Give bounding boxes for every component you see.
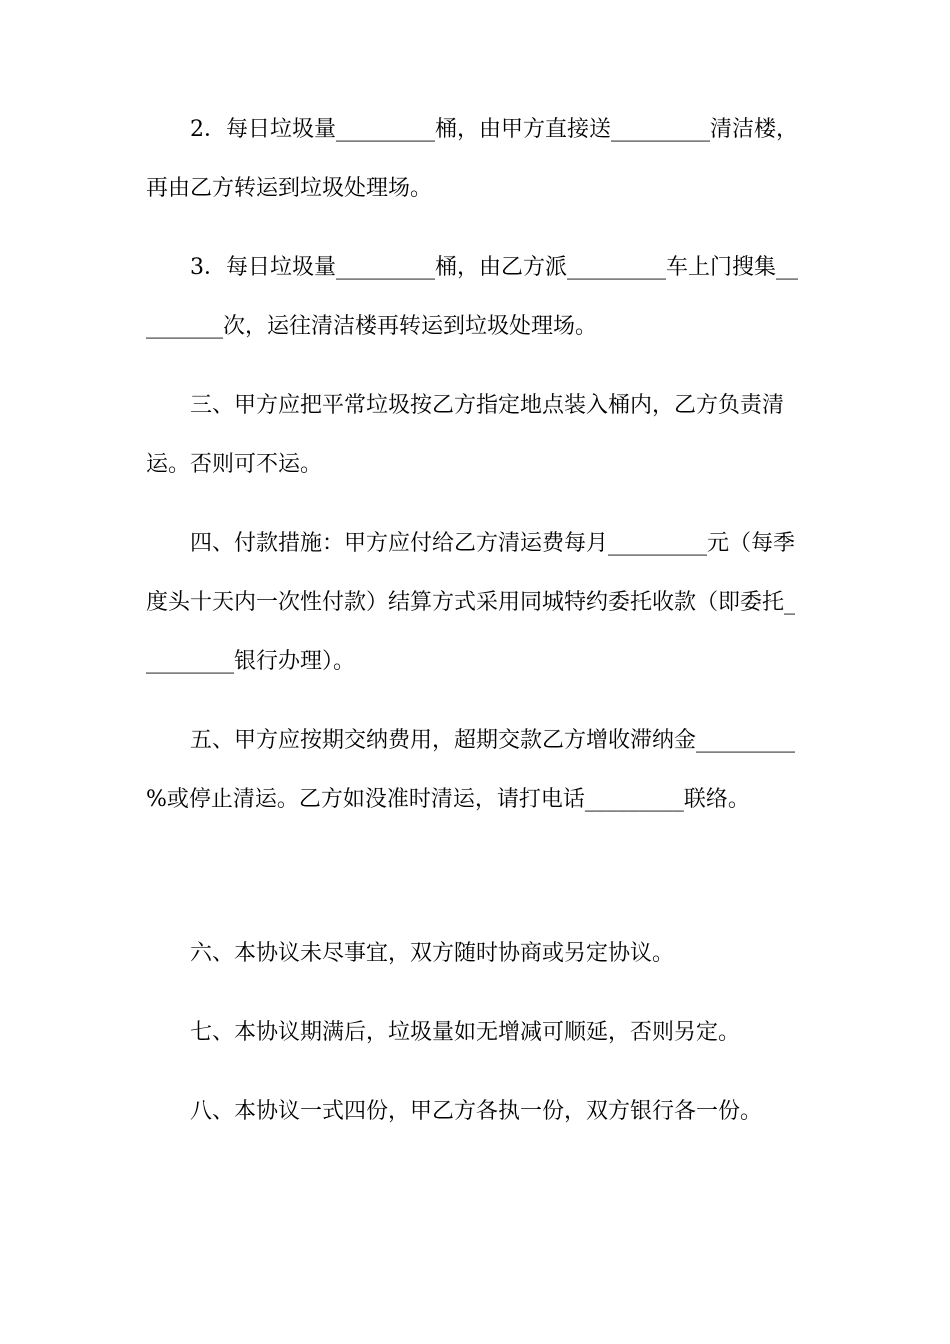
clause-3-line-1: 3．每日垃圾量_________桶，由乙方派_________车上门搜集__ <box>190 255 798 280</box>
clause-three-line-1: 三、甲方应把平常垃圾按乙方指定地点装入桶内，乙方负责清 <box>190 393 785 418</box>
clause-2-line-2: 再由乙方转运到垃圾处理场。 <box>146 176 433 201</box>
clause-five-line-1: 五、甲方应按期交纳费用，超期交款乙方增收滞纳金_________ <box>190 728 796 753</box>
clause-three-line-2: 运。否则可不运。 <box>146 452 323 477</box>
clause-four-line-3: ________银行办理）。 <box>146 649 356 674</box>
clause-3-line-2: _______次，运往清洁楼再转运到垃圾处理场。 <box>146 314 598 339</box>
clause-four-line-1: 四、付款措施：甲方应付给乙方清运费每月_________元（每季 <box>190 531 796 556</box>
clause-eight: 八、本协议一式四份，甲乙方各执一份，双方银行各一份。 <box>190 1099 763 1124</box>
clause-five-line-2: %或停止清运。乙方如没准时清运，请打电话_________联络。 <box>146 787 750 812</box>
clause-2-line-1: 2．每日垃圾量_________桶，由甲方直接送_________清洁楼， <box>190 117 798 142</box>
clause-six: 六、本协议未尽事宜，双方随时协商或另定协议。 <box>190 941 675 966</box>
clause-seven: 七、本协议期满后，垃圾量如无增减可顺延，否则另定。 <box>190 1020 741 1045</box>
clause-four-line-2: 度头十天内一次性付款）结算方式采用同城特约委托收款（即委托_ <box>146 590 796 615</box>
